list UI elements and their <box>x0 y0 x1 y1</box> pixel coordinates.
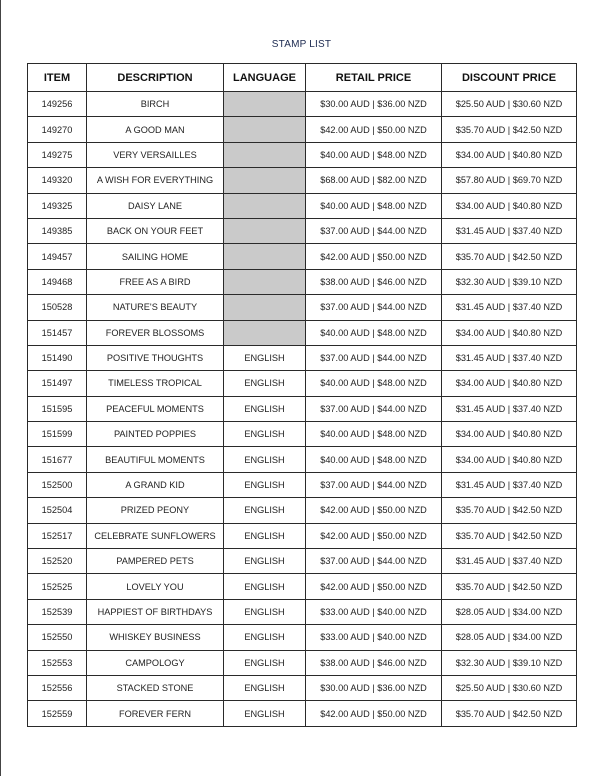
description-cell: FREE AS A BIRD <box>87 269 224 294</box>
description-cell: A GRAND KID <box>87 472 224 497</box>
retail-price-cell: $40.00 AUD | $48.00 NZD <box>306 447 442 472</box>
description-cell: PAINTED POPPIES <box>87 422 224 447</box>
retail-price-cell: $37.00 AUD | $44.00 NZD <box>306 396 442 421</box>
description-cell: BIRCH <box>87 92 224 117</box>
table-row <box>28 345 577 370</box>
retail-price-cell: $38.00 AUD | $46.00 NZD <box>306 269 442 294</box>
table-row <box>28 472 577 497</box>
item-number-cell: 152500 <box>28 472 87 497</box>
retail-price-cell: $37.00 AUD | $44.00 NZD <box>306 472 442 497</box>
page-title: STAMP LIST <box>271 39 332 50</box>
table-row <box>28 422 577 447</box>
item-number-cell: 149256 <box>28 92 87 117</box>
language-cell: ENGLISH <box>224 422 306 447</box>
stamp-list-table <box>27 63 577 727</box>
table-row <box>28 523 577 548</box>
discount-price-cell: $31.45 AUD | $37.40 NZD <box>442 345 577 370</box>
item-number-cell: 152553 <box>28 650 87 675</box>
language-cell: ENGLISH <box>224 447 306 472</box>
description-cell: SAILING HOME <box>87 244 224 269</box>
table-row <box>28 218 577 243</box>
table-body <box>28 92 577 727</box>
discount-price-cell: $31.45 AUD | $37.40 NZD <box>442 295 577 320</box>
discount-price-cell: $28.05 AUD | $34.00 NZD <box>442 599 577 624</box>
item-number-cell: 151677 <box>28 447 87 472</box>
retail-price-cell: $42.00 AUD | $50.00 NZD <box>306 523 442 548</box>
retail-price-cell: $42.00 AUD | $50.00 NZD <box>306 498 442 523</box>
language-cell <box>224 142 306 167</box>
discount-price-cell: $25.50 AUD | $30.60 NZD <box>442 92 577 117</box>
discount-price-cell: $31.45 AUD | $37.40 NZD <box>442 549 577 574</box>
language-cell <box>224 295 306 320</box>
description-cell: STACKED STONE <box>87 675 224 700</box>
language-cell: ENGLISH <box>224 650 306 675</box>
description-cell: BACK ON YOUR FEET <box>87 218 224 243</box>
language-cell: ENGLISH <box>224 371 306 396</box>
retail-price-cell: $33.00 AUD | $40.00 NZD <box>306 625 442 650</box>
description-cell: CAMPOLOGY <box>87 650 224 675</box>
retail-price-cell: $30.00 AUD | $36.00 NZD <box>306 675 442 700</box>
table-row <box>28 193 577 218</box>
retail-price-cell: $38.00 AUD | $46.00 NZD <box>306 650 442 675</box>
retail-price-cell: $37.00 AUD | $44.00 NZD <box>306 345 442 370</box>
description-cell: FOREVER BLOSSOMS <box>87 320 224 345</box>
column-header-discount-price: DISCOUNT PRICE <box>442 64 577 92</box>
description-cell: PAMPERED PETS <box>87 549 224 574</box>
column-header-description: DESCRIPTION <box>87 64 224 92</box>
retail-price-cell: $40.00 AUD | $48.00 NZD <box>306 422 442 447</box>
discount-price-cell: $34.00 AUD | $40.80 NZD <box>442 320 577 345</box>
item-number-cell: 152550 <box>28 625 87 650</box>
table-row <box>28 168 577 193</box>
retail-price-cell: $30.00 AUD | $36.00 NZD <box>306 92 442 117</box>
retail-price-cell: $40.00 AUD | $48.00 NZD <box>306 371 442 396</box>
discount-price-cell: $34.00 AUD | $40.80 NZD <box>442 447 577 472</box>
retail-price-cell: $33.00 AUD | $40.00 NZD <box>306 599 442 624</box>
language-cell: ENGLISH <box>224 549 306 574</box>
table-row <box>28 675 577 700</box>
item-number-cell: 151599 <box>28 422 87 447</box>
discount-price-cell: $35.70 AUD | $42.50 NZD <box>442 574 577 599</box>
column-header-retail-price: RETAIL PRICE <box>306 64 442 92</box>
table-row <box>28 117 577 142</box>
retail-price-cell: $37.00 AUD | $44.00 NZD <box>306 549 442 574</box>
table-row <box>28 650 577 675</box>
description-cell: HAPPIEST OF BIRTHDAYS <box>87 599 224 624</box>
discount-price-cell: $32.30 AUD | $39.10 NZD <box>442 269 577 294</box>
table-row <box>28 92 577 117</box>
language-cell: ENGLISH <box>224 701 306 726</box>
discount-price-cell: $35.70 AUD | $42.50 NZD <box>442 701 577 726</box>
description-cell: FOREVER FERN <box>87 701 224 726</box>
retail-price-cell: $37.00 AUD | $44.00 NZD <box>306 218 442 243</box>
discount-price-cell: $32.30 AUD | $39.10 NZD <box>442 650 577 675</box>
table-row <box>28 269 577 294</box>
item-number-cell: 149270 <box>28 117 87 142</box>
table-row <box>28 574 577 599</box>
language-cell: ENGLISH <box>224 396 306 421</box>
description-cell: LOVELY YOU <box>87 574 224 599</box>
table-header-row <box>28 64 577 92</box>
retail-price-cell: $68.00 AUD | $82.00 NZD <box>306 168 442 193</box>
table-row <box>28 371 577 396</box>
language-cell: ENGLISH <box>224 675 306 700</box>
table-row <box>28 396 577 421</box>
item-number-cell: 151457 <box>28 320 87 345</box>
table-row <box>28 625 577 650</box>
discount-price-cell: $35.70 AUD | $42.50 NZD <box>442 117 577 142</box>
table-row <box>28 498 577 523</box>
discount-price-cell: $28.05 AUD | $34.00 NZD <box>442 625 577 650</box>
item-number-cell: 152556 <box>28 675 87 700</box>
description-cell: CELEBRATE SUNFLOWERS <box>87 523 224 548</box>
retail-price-cell: $42.00 AUD | $50.00 NZD <box>306 701 442 726</box>
item-number-cell: 149320 <box>28 168 87 193</box>
retail-price-cell: $37.00 AUD | $44.00 NZD <box>306 295 442 320</box>
item-number-cell: 152520 <box>28 549 87 574</box>
retail-price-cell: $42.00 AUD | $50.00 NZD <box>306 117 442 142</box>
item-number-cell: 152539 <box>28 599 87 624</box>
table-row <box>28 701 577 726</box>
item-number-cell: 152517 <box>28 523 87 548</box>
discount-price-cell: $31.45 AUD | $37.40 NZD <box>442 218 577 243</box>
column-header-item: ITEM <box>28 64 87 92</box>
discount-price-cell: $35.70 AUD | $42.50 NZD <box>442 244 577 269</box>
retail-price-cell: $40.00 AUD | $48.00 NZD <box>306 193 442 218</box>
column-header-language: LANGUAGE <box>224 64 306 92</box>
table-row <box>28 142 577 167</box>
item-number-cell: 152559 <box>28 701 87 726</box>
discount-price-cell: $34.00 AUD | $40.80 NZD <box>442 422 577 447</box>
page-edge-line <box>0 0 1 776</box>
discount-price-cell: $25.50 AUD | $30.60 NZD <box>442 675 577 700</box>
item-number-cell: 149468 <box>28 269 87 294</box>
description-cell: PRIZED PEONY <box>87 498 224 523</box>
description-cell: A GOOD MAN <box>87 117 224 142</box>
description-cell: PEACEFUL MOMENTS <box>87 396 224 421</box>
description-cell: VERY VERSAILLES <box>87 142 224 167</box>
description-cell: DAISY LANE <box>87 193 224 218</box>
item-number-cell: 151490 <box>28 345 87 370</box>
language-cell: ENGLISH <box>224 472 306 497</box>
table-row <box>28 244 577 269</box>
language-cell: ENGLISH <box>224 523 306 548</box>
language-cell <box>224 218 306 243</box>
discount-price-cell: $57.80 AUD | $69.70 NZD <box>442 168 577 193</box>
item-number-cell: 149385 <box>28 218 87 243</box>
language-cell <box>224 193 306 218</box>
language-cell: ENGLISH <box>224 599 306 624</box>
item-number-cell: 152504 <box>28 498 87 523</box>
discount-price-cell: $34.00 AUD | $40.80 NZD <box>442 142 577 167</box>
description-cell: WHISKEY BUSINESS <box>87 625 224 650</box>
item-number-cell: 151595 <box>28 396 87 421</box>
language-cell <box>224 269 306 294</box>
description-cell: POSITIVE THOUGHTS <box>87 345 224 370</box>
description-cell: A WISH FOR EVERYTHING <box>87 168 224 193</box>
language-cell: ENGLISH <box>224 498 306 523</box>
item-number-cell: 152525 <box>28 574 87 599</box>
item-number-cell: 149325 <box>28 193 87 218</box>
language-cell: ENGLISH <box>224 345 306 370</box>
language-cell: ENGLISH <box>224 574 306 599</box>
description-cell: BEAUTIFUL MOMENTS <box>87 447 224 472</box>
retail-price-cell: $40.00 AUD | $48.00 NZD <box>306 142 442 167</box>
item-number-cell: 149275 <box>28 142 87 167</box>
language-cell <box>224 168 306 193</box>
table-row <box>28 447 577 472</box>
item-number-cell: 149457 <box>28 244 87 269</box>
table-row <box>28 320 577 345</box>
language-cell <box>224 117 306 142</box>
description-cell: NATURE'S BEAUTY <box>87 295 224 320</box>
item-number-cell: 151497 <box>28 371 87 396</box>
retail-price-cell: $42.00 AUD | $50.00 NZD <box>306 574 442 599</box>
language-cell: ENGLISH <box>224 625 306 650</box>
item-number-cell: 150528 <box>28 295 87 320</box>
table-row <box>28 549 577 574</box>
retail-price-cell: $40.00 AUD | $48.00 NZD <box>306 320 442 345</box>
table-row <box>28 599 577 624</box>
language-cell <box>224 92 306 117</box>
retail-price-cell: $42.00 AUD | $50.00 NZD <box>306 244 442 269</box>
discount-price-cell: $31.45 AUD | $37.40 NZD <box>442 472 577 497</box>
discount-price-cell: $35.70 AUD | $42.50 NZD <box>442 498 577 523</box>
discount-price-cell: $34.00 AUD | $40.80 NZD <box>442 193 577 218</box>
table-row <box>28 295 577 320</box>
language-cell <box>224 320 306 345</box>
discount-price-cell: $35.70 AUD | $42.50 NZD <box>442 523 577 548</box>
language-cell <box>224 244 306 269</box>
description-cell: TIMELESS TROPICAL <box>87 371 224 396</box>
discount-price-cell: $31.45 AUD | $37.40 NZD <box>442 396 577 421</box>
discount-price-cell: $34.00 AUD | $40.80 NZD <box>442 371 577 396</box>
